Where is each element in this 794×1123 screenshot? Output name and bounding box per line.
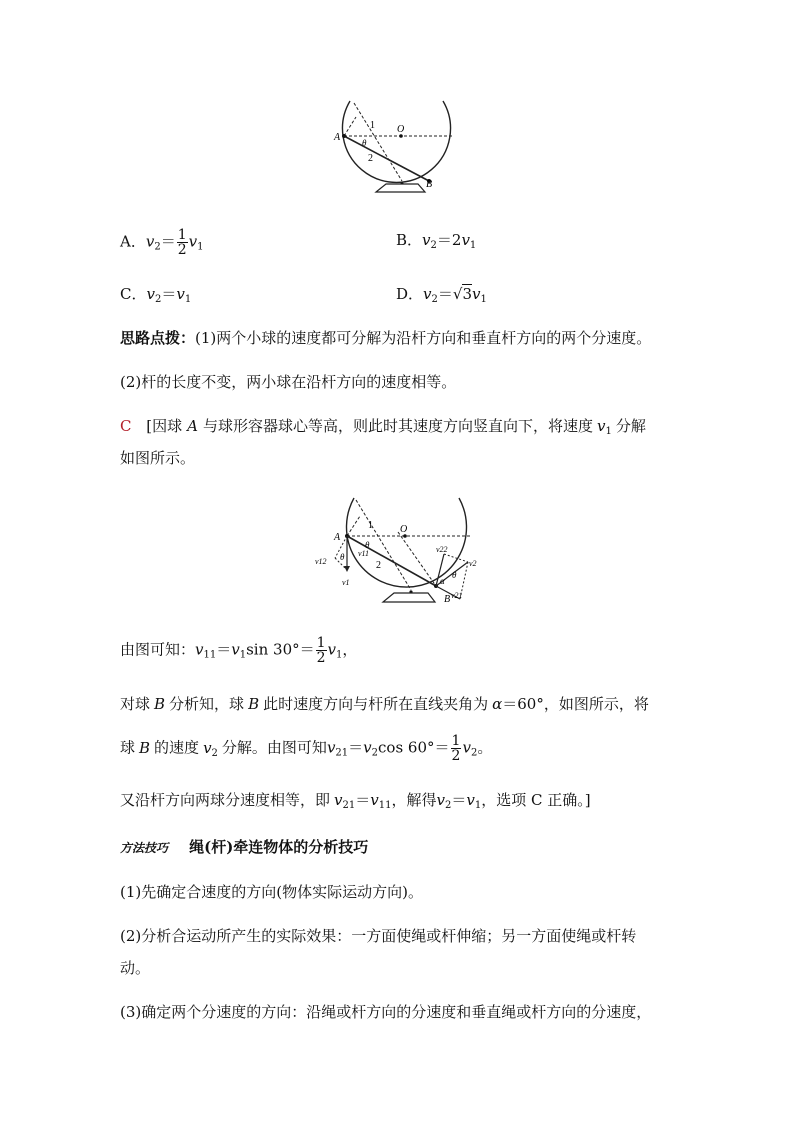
option-d[interactable]: D．$v_2=√3v_1$ xyxy=(396,285,487,305)
fig2-label-2: 2 xyxy=(376,560,381,571)
equation-4: 又沿杆方向两球分速度相等，即 $v_{21}=v_{11}$，解得$v_2=v_1$，选项 C 正确。] xyxy=(120,791,591,811)
fig2-label-1: 1 xyxy=(368,520,373,531)
option-c[interactable]: C．$v_2=v_1$ xyxy=(120,285,192,305)
figure-2-velocity-decomposition xyxy=(310,492,490,604)
sqrt-sign: √ xyxy=(452,285,463,303)
method-header xyxy=(120,836,368,857)
fig1-label-2: 2 xyxy=(368,153,373,164)
method-step-2-cont: 动。 xyxy=(120,959,151,977)
method-tag: 方法技巧 xyxy=(120,841,169,855)
answer-line-1: C [因球 A 与球形容器球心等高，则此时其速度方向竖直向下，将速度 $v_1$ 分解 xyxy=(120,417,646,437)
equation-1: 由图可知：$v_{11}=v_1\sin$ 30°＝ $\frac{1}{2}$ $v_1$， xyxy=(120,635,358,666)
fig2-label-b: B xyxy=(444,594,451,604)
fig1-label-o: O xyxy=(397,124,405,135)
figure-1-sphere-rod xyxy=(330,95,460,195)
fig2-label-v22: v22 xyxy=(436,545,448,554)
hint-label: 思路点拨： xyxy=(120,329,196,347)
fraction: $\frac{1}{2}$ xyxy=(177,227,187,258)
fig2-label-v11: v11 xyxy=(358,549,369,558)
fig2-label-v21: v21 xyxy=(451,591,463,600)
option-b[interactable]: B．$v_2=2v_1$ xyxy=(396,231,477,251)
fig1-label-1: 1 xyxy=(370,120,375,131)
hint-line-2: (2)杆的长度不变，两小球在沿杆方向的速度相等。 xyxy=(120,373,457,391)
fig2-label-v2: v2 xyxy=(469,559,477,568)
method-step-2: (2)分析合运动所产生的实际效果：一方面使绳或杆伸缩；另一方面使绳或杆转 xyxy=(120,927,637,945)
hint-line-1: 思路点拨：(1)两个小球的速度都可分解为沿杆方向和垂直杆方向的两个分速度。 xyxy=(120,329,652,347)
method-step-3: (3)确定两个分速度的方向：沿绳或杆方向的分速度和垂直绳或杆方向的分速度， xyxy=(120,1003,652,1021)
answer-line-2: 如图所示。 xyxy=(120,449,196,467)
fig2-label-theta-2: θ xyxy=(340,552,345,562)
fig2-label-theta-1: θ xyxy=(365,540,370,550)
option-a[interactable]: A．$v_2=$ $\frac{1}{2}$ $v_1$ xyxy=(120,227,204,258)
fig2-label-v1: v1 xyxy=(342,578,350,587)
fig1-label-theta: θ xyxy=(362,138,367,148)
fraction: $\frac{1}{2}$ xyxy=(316,635,326,666)
equation-3: 球 B 的速度 $v_2$ 分解。由图可知$v_{21}=v_2\cos$ 60°＝ $\frac{1}{2}$ $v_2$。 xyxy=(120,733,493,764)
fig2-label-alpha: α xyxy=(440,576,445,586)
fig1-label-b: B xyxy=(426,179,433,190)
fig2-label-o: O xyxy=(400,524,408,535)
fig1-label-a: A xyxy=(334,132,341,143)
equation-2: 对球 B 分析知，球 B 此时速度方向与杆所在直线夹角为 α＝60°，如图所示，将 xyxy=(120,695,649,713)
fig2-label-a: A xyxy=(334,532,341,543)
method-title: 绳(杆)牵连物体的分析技巧 xyxy=(189,838,369,856)
fraction: $\frac{1}{2}$ xyxy=(451,733,461,764)
answer-letter: C xyxy=(120,417,132,435)
fig2-label-theta-3: θ xyxy=(452,570,457,580)
method-step-1: (1)先确定合速度的方向(物体实际运动方向)。 xyxy=(120,883,423,901)
fig2-label-v12: v12 xyxy=(315,557,327,566)
